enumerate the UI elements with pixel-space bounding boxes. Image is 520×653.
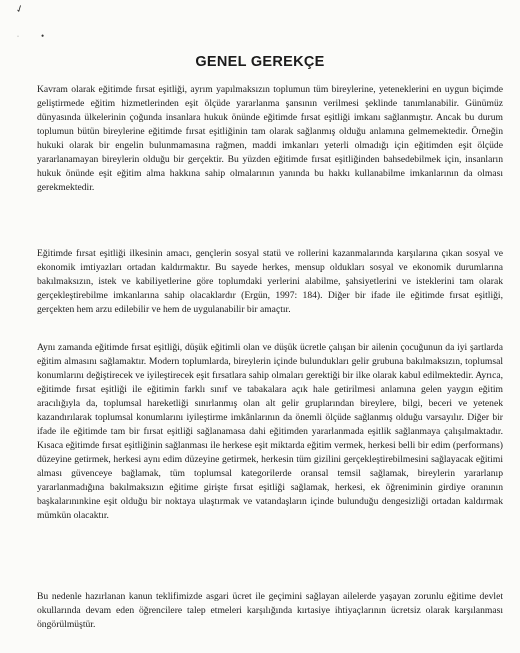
paragraph-4: Bu nedenle hazırlanan kanun teklifimizde asgari ücret ile geçimini sağlayan ailelerde yaşayan zorunlu eğitime devlet okullarında devam eden öğrencilere talep etmeleri karşılığında kırtasiye ihtiyaçlarının ücretsiz olarak karşılanması öngörülmüştür.	[37, 591, 503, 630]
scan-dot-mark: •	[41, 31, 45, 41]
handwritten-check-mark: ✓	[14, 2, 26, 17]
paragraph-2: Eğitimde fırsat eşitliği ilkesinin amacı, gençlerin sosyal statü ve rollerini kazanmalarında karşılarına çıkan sosyal ve ekonomik imtiyazları ortadan kaldırmaktır. Bu sayede herkes, mensup oldukları sosyal ve ekonomik durumlarına bakılmaksızın, istek ve kabiliyetlerine göre toplumdaki yerlerini alabilme, şahsiyetlerini ve isteklerini tam olarak gerçekleştirebilme imkanlarına sahip olacaklardır (Ergün, 1997: 184). Diğer bir ifade ile eğitimde fırsat eşitliği, gerçekten hem arzu edilebilir ve hem de uygulanabilir bir amaçtır.	[37, 248, 503, 315]
scan-speck-mark: ·	[17, 34, 19, 40]
document-title: GENEL GEREKÇE	[195, 54, 325, 70]
paragraph-1: Kavram olarak eğitimde fırsat eşitliği, ayrım yapılmaksızın toplumun tüm bireylerine, yeteneklerini en uygun biçimde geliştirmede eğitim hizmetlerinden eşit ölçüde yararlanma şansının verilmesi şeklinde tanımlanabilir. Günümüz dünyasında ülkelerinin çoğunda insanlara hukuk önünde eğitimde fırsat eşitliği imkanı sağlanmıştır. Ancak bu durum toplumun bütün bireylerine eğitimde fırsat eşitliğinin tam olarak sağlanmış olduğu anlamına gelmemektedir. Örneğin hukuki olarak bir engelin bulunmamasına rağmen, maddi imkanları yeterli olmadığı için eğitimden eşit ölçüde yararlanamayan bireylerin olduğu bir gerçektir. Bu yüzden eğitimde fırsat eşitliğinden bahsedebilmek için, insanların hukuk önünde eşit eğitim alma hakkına sahip olmalarının yanında bu hakkı kullanabilme imkanlarının da olması gerekmektedir.	[37, 84, 503, 193]
paragraph-3: Aynı zamanda eğitimde fırsat eşitliği, düşük eğitimli olan ve düşük ücretle çalışan bir ailenin çocuğunun da iyi şartlarda eğitim almasını sağlamaktır. Modern toplumlarda, bireylerin içinde bulundukları gelir grubuna bakılmaksızın, toplumsal konumlarını değiştirecek ve iyileştirecek eşit fırsatlara sahip olmaları gerektiği bir ilke olarak kabul edilmektedir. Ayrıca, eğitimde fırsat eşitliği ile eğitimin farklı sınıf ve tabakalara açık hale getirilmesi anlamına gelen yaygın eğitim aracılığıyla da, toplumsal hareketliği sınırlanmış olan alt gelir gruplarından bireylere, bilgi, beceri ve yetenek kazandırılarak toplumsal konumlarını iyileştirme imkânlarının da önemli ölçüde sağlanmış olduğu varsayılır. Diğer bir ifade ile eğitimde tam bir fırsat eşitliği sağlanamasa dahi eğitimden yararlanmada eşitlik sağlanmaya çalışılmaktadır. Kısaca eğitimde fırsat eşitliğinin sağlanması ile herkese eşit miktarda eğitim vermek, herkesi belli bir edim (performans) düzeyine getirmek, herkesi aynı edim düzeyine getirmek, herkesin tüm gizilini gerçekleştirebilmesini sağlayacak eğitimi alması güvenceye bağlamak, tüm toplumsal kategorilerde oransal temsil sağlamak, bireylerin yararlanıp yararlanmadığına bakılmaksızın eğitime girişte fırsat eşitliği sağlamak, herkesi, ek öğreniminin girdiye oranının başkalarınınkine eşit olduğu bir noktaya ulaştırmak ve vatandaşların içinde bulunduğu dengesizliği ortadan kaldırmak mümkün olacaktır.	[37, 342, 503, 521]
